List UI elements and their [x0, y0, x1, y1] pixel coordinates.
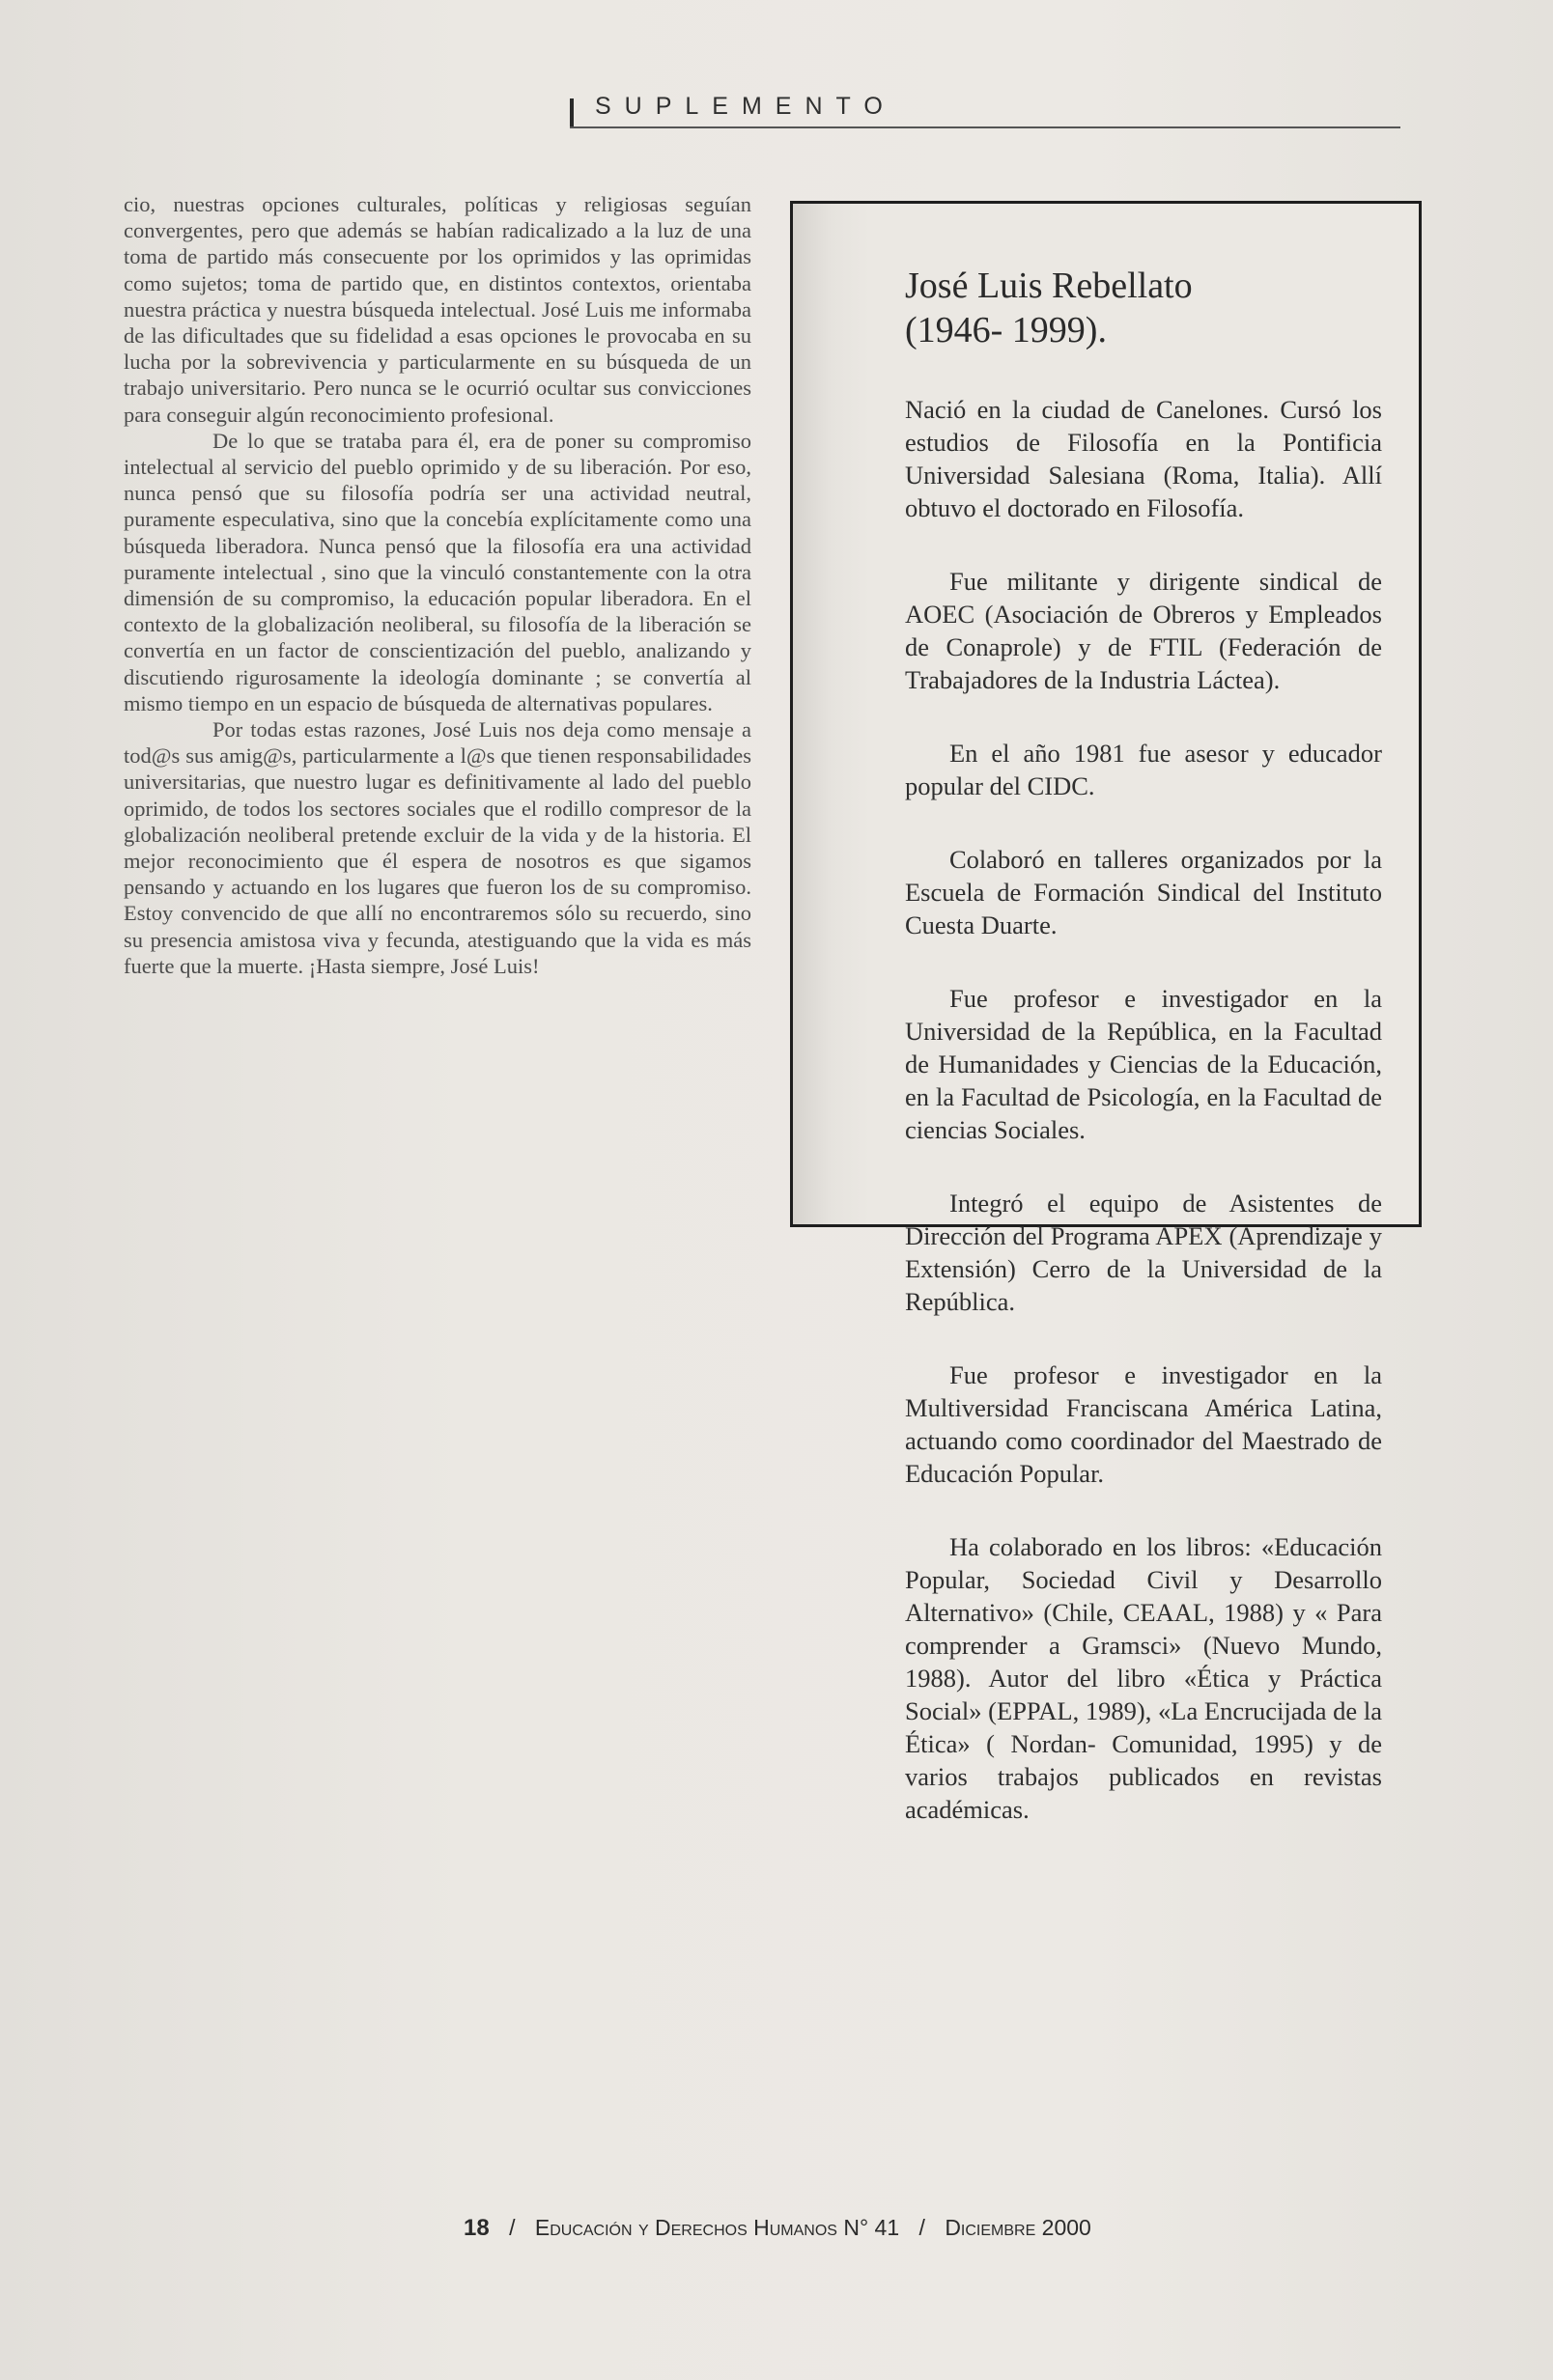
header-rule — [570, 126, 1400, 128]
biography-name: José Luis Rebellato — [905, 266, 1193, 306]
biography-box — [790, 201, 1422, 1824]
header-bar — [570, 98, 574, 127]
footer-separator-1: / — [509, 2215, 516, 2240]
bio-paragraph-5: Fue profesor e investigador en la Universidad de la República, en la Facultad de Humanidades y Ciencias de la Educación, en la Facultad de Psicología, en la Facultad de ciencias Sociales. — [905, 984, 1382, 1144]
bio-paragraph-4: Colaboró en talleres organizados por la Escuela de Formación Sindical del Instituto Cuesta Duarte. — [905, 845, 1382, 939]
biography-title — [905, 264, 1382, 352]
bio-paragraph-8: Ha colaborado en los libros: «Educación Popular, Sociedad Civil y Desarrollo Alternativo» (Chile, CEAAL, 1988) y « Para comprender a Gramsci» (Nuevo Mundo, 1988). Autor del libro «Ética y Práctica Social» (EPPAL, 1989), «La Encrucijada de la Ética» ( Nordan- Comunidad, 1995) y de varios trabajos publicados en revistas académicas. — [905, 1532, 1382, 1824]
article-paragraph-1: cio, nuestras opciones culturales, políticas y religiosas seguían convergentes, pero que además se habían radicalizado a la luz de una toma de partido más consecuente por los oprimidos y las oprimidas como sujetos; toma de partido que, en distintos contextos, orientaba nuestra práctica y nuestra búsqueda intelectual. José Luis me informaba de las dificultades que su fidelidad a esas opciones le provocaba en su lucha por la sobrevivencia y particularmente en su búsqueda de un trabajo universitario. Pero nunca se le ocurrió ocultar sus convicciones para conseguir algún reconocimiento profesional. — [124, 192, 751, 427]
issue-date: Diciembre 2000 — [945, 2215, 1091, 2240]
bio-paragraph-6: Integró el equipo de Asistentes de Dirección del Programa APEX (Aprendizaje y Extensión) Cerro de la Universidad de la República. — [905, 1189, 1382, 1316]
article-paragraph-3: Por todas estas razones, José Luis nos deja como mensaje a tod@s sus amig@s, particularmente a l@s que tienen responsabilidades universitarias, que nuestro lugar es definitivamente al lado del pueblo oprimido, de todos los sectores sociales que el rodillo compresor de la globalización neoliberal pretende excluir de la vida y de la historia. El mejor reconocimiento que él espera de nosotros es que sigamos pensando y actuando en los lugares que fueron los de su compromiso. Estoy convencido de que allí no encontraremos sólo su recuerdo, sino su presencia amistosa viva y fecunda, atestiguando que la vida es más fuerte que la muerte. ¡Hasta siempre, José Luis! — [124, 717, 751, 978]
bio-paragraph-3: En el año 1981 fue asesor y educador popular del CIDC. — [905, 739, 1382, 800]
bio-paragraph-7: Fue profesor e investigador en la Multiversidad Franciscana América Latina, actuando como coordinador del Maestrado de Educación Popular. — [905, 1360, 1382, 1488]
bio-paragraph-1: Nació en la ciudad de Canelones. Cursó los estudios de Filosofía en la Pontificia Universidad Salesiana (Roma, Italia). Allí obtuvo el doctorado en Filosofía. — [905, 395, 1382, 522]
footer-separator-2: / — [918, 2215, 925, 2240]
article-column — [124, 191, 751, 979]
biography-years: (1946- 1999). — [905, 310, 1107, 350]
page-footer — [464, 2215, 1140, 2242]
bio-paragraph-2: Fue militante y dirigente sindical de AOEC (Asociación de Obreros y Empleados de Conaprole) y de FTIL (Federación de Trabajadores de la Industria Láctea). — [905, 567, 1382, 694]
section-title: SUPLEMENTO — [595, 93, 896, 120]
publication-name: Educación y Derechos Humanos — [534, 2215, 837, 2240]
issue-number: N° 41 — [843, 2215, 900, 2240]
page-number: 18 — [464, 2215, 490, 2241]
biography-content — [905, 264, 1382, 1866]
article-paragraph-2: De lo que se trataba para él, era de poner su compromiso intelectual al servicio del pueblo oprimido y de su liberación. Por eso, nunca pensó que su filosofía podría ser una actividad neutral, puramente especulativa, sino que la concebía explícitamente como una búsqueda liberadora. Nunca pensó que la filosofía era una actividad puramente intelectual , sino que la vinculó constantemente con la otra dimensión de su compromiso, la educación popular liberadora. En el contexto de la globalización neoliberal, su filosofía de la liberación se convertía en un factor de conscientización del pueblo, analizando y discutiendo rigurosamente la ideología dominante ; se convertía al mismo tiempo en un espacio de búsqueda de alternativas populares. — [124, 428, 751, 715]
section-header — [570, 93, 1400, 131]
